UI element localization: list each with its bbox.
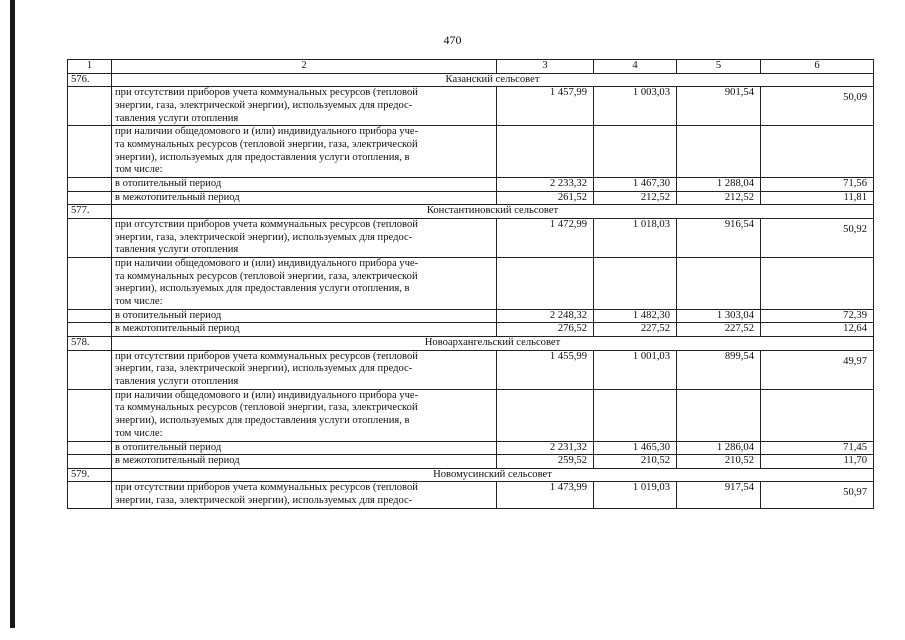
- value-cell: 917,54: [677, 482, 761, 508]
- value-cell: 50,97: [761, 482, 874, 508]
- table-row: [68, 258, 874, 310]
- value-cell: 901,54: [677, 87, 761, 126]
- header-cell: 4: [594, 60, 677, 74]
- value-cell: 50,09: [761, 87, 874, 126]
- header-row: [68, 60, 874, 74]
- row-number: 578.: [68, 337, 112, 351]
- no-meter-description: при отсутствии приборов учета коммунальных ресурсов (тепловой энергии, газа, электрической энергии), используемых для предос- тавления услуги отопления: [112, 218, 497, 257]
- no-meter-description: при отсутствии приборов учета коммунальных ресурсов (тепловой энергии, газа, электрической энергии), используемых для предос- тавления услуги отопления: [112, 350, 497, 389]
- table-row: [68, 389, 874, 441]
- table-row: [68, 309, 874, 323]
- value-cell: 210,52: [594, 455, 677, 469]
- header-cell: 3: [497, 60, 594, 74]
- value-cell: 1 288,04: [677, 178, 761, 192]
- table-row: [68, 178, 874, 192]
- region-row: [68, 468, 874, 482]
- value-cell: 1 467,30: [594, 178, 677, 192]
- tariff-table: [67, 59, 874, 509]
- value-cell: 1 019,03: [594, 482, 677, 508]
- region-row: [68, 205, 874, 219]
- value-cell: 1 286,04: [677, 441, 761, 455]
- table-row: [68, 350, 874, 389]
- region-name: Константиновский сельсовет: [112, 205, 874, 219]
- no-meter-description: при отсутствии приборов учета коммунальных ресурсов (тепловой энергии, газа, электрической энергии), используемых для предос-: [112, 482, 497, 508]
- period-label: в межотопительный период: [112, 323, 497, 337]
- value-cell: 49,97: [761, 350, 874, 389]
- header-cell: 1: [68, 60, 112, 74]
- value-cell: 1 473,99: [497, 482, 594, 508]
- period-label: в межотопительный период: [112, 191, 497, 205]
- value-cell: 212,52: [594, 191, 677, 205]
- region-row: [68, 73, 874, 87]
- value-cell: 276,52: [497, 323, 594, 337]
- value-cell: 2 233,32: [497, 178, 594, 192]
- region-name: Новоархангельский сельсовет: [112, 337, 874, 351]
- table-row: [68, 441, 874, 455]
- period-label: в межотопительный период: [112, 455, 497, 469]
- table-row: [68, 482, 874, 508]
- table-row: [68, 455, 874, 469]
- value-cell: 71,56: [761, 178, 874, 192]
- value-cell: 1 303,04: [677, 309, 761, 323]
- value-cell: 2 231,32: [497, 441, 594, 455]
- value-cell: 916,54: [677, 218, 761, 257]
- table-row: [68, 191, 874, 205]
- table-row: [68, 323, 874, 337]
- with-meter-description: при наличии общедомового и (или) индивидуального прибора уче- та коммунальных ресурсов (тепловой энергии, газа, электрической энергии), используемых для предоставления услуги отопления, в том числе:: [112, 389, 497, 441]
- value-cell: 261,52: [497, 191, 594, 205]
- with-meter-description: при наличии общедомового и (или) индивидуального прибора уче- та коммунальных ресурсов (тепловой энергии, газа, электрической энергии), используемых для предоставления услуги отопления, в том числе:: [112, 126, 497, 178]
- table-row: [68, 87, 874, 126]
- value-cell: 1 018,03: [594, 218, 677, 257]
- page-number: 470: [443, 33, 462, 47]
- region-name: Новомусинский сельсовет: [112, 468, 874, 482]
- value-cell: 227,52: [677, 323, 761, 337]
- value-cell: 72,39: [761, 309, 874, 323]
- value-cell: 1 001,03: [594, 350, 677, 389]
- header-cell: 2: [112, 60, 497, 74]
- value-cell: 227,52: [594, 323, 677, 337]
- period-label: в отопительный период: [112, 441, 497, 455]
- scan-edge-bar: [10, 0, 15, 628]
- row-number: 576.: [68, 73, 112, 87]
- period-label: в отопительный период: [112, 309, 497, 323]
- row-number: 579.: [68, 468, 112, 482]
- value-cell: 1 457,99: [497, 87, 594, 126]
- value-cell: 1 003,03: [594, 87, 677, 126]
- value-cell: 899,54: [677, 350, 761, 389]
- with-meter-description: при наличии общедомового и (или) индивидуального прибора уче- та коммунальных ресурсов (тепловой энергии, газа, электрической энергии), используемых для предоставления услуги отопления, в том числе:: [112, 258, 497, 310]
- value-cell: 11,81: [761, 191, 874, 205]
- table-row: [68, 218, 874, 257]
- header-cell: 6: [761, 60, 874, 74]
- value-cell: 212,52: [677, 191, 761, 205]
- value-cell: 1 465,30: [594, 441, 677, 455]
- table-row: [68, 126, 874, 178]
- value-cell: 2 248,32: [497, 309, 594, 323]
- value-cell: 71,45: [761, 441, 874, 455]
- header-cell: 5: [677, 60, 761, 74]
- value-cell: 12,64: [761, 323, 874, 337]
- value-cell: 50,92: [761, 218, 874, 257]
- region-name: Казанский сельсовет: [112, 73, 874, 87]
- value-cell: 1 455,99: [497, 350, 594, 389]
- value-cell: 1 482,30: [594, 309, 677, 323]
- value-cell: 210,52: [677, 455, 761, 469]
- value-cell: 1 472,99: [497, 218, 594, 257]
- value-cell: 259,52: [497, 455, 594, 469]
- value-cell: 11,70: [761, 455, 874, 469]
- row-number: 577.: [68, 205, 112, 219]
- no-meter-description: при отсутствии приборов учета коммунальных ресурсов (тепловой энергии, газа, электрической энергии), используемых для предос- тавления услуги отопления: [112, 87, 497, 126]
- region-row: [68, 337, 874, 351]
- period-label: в отопительный период: [112, 178, 497, 192]
